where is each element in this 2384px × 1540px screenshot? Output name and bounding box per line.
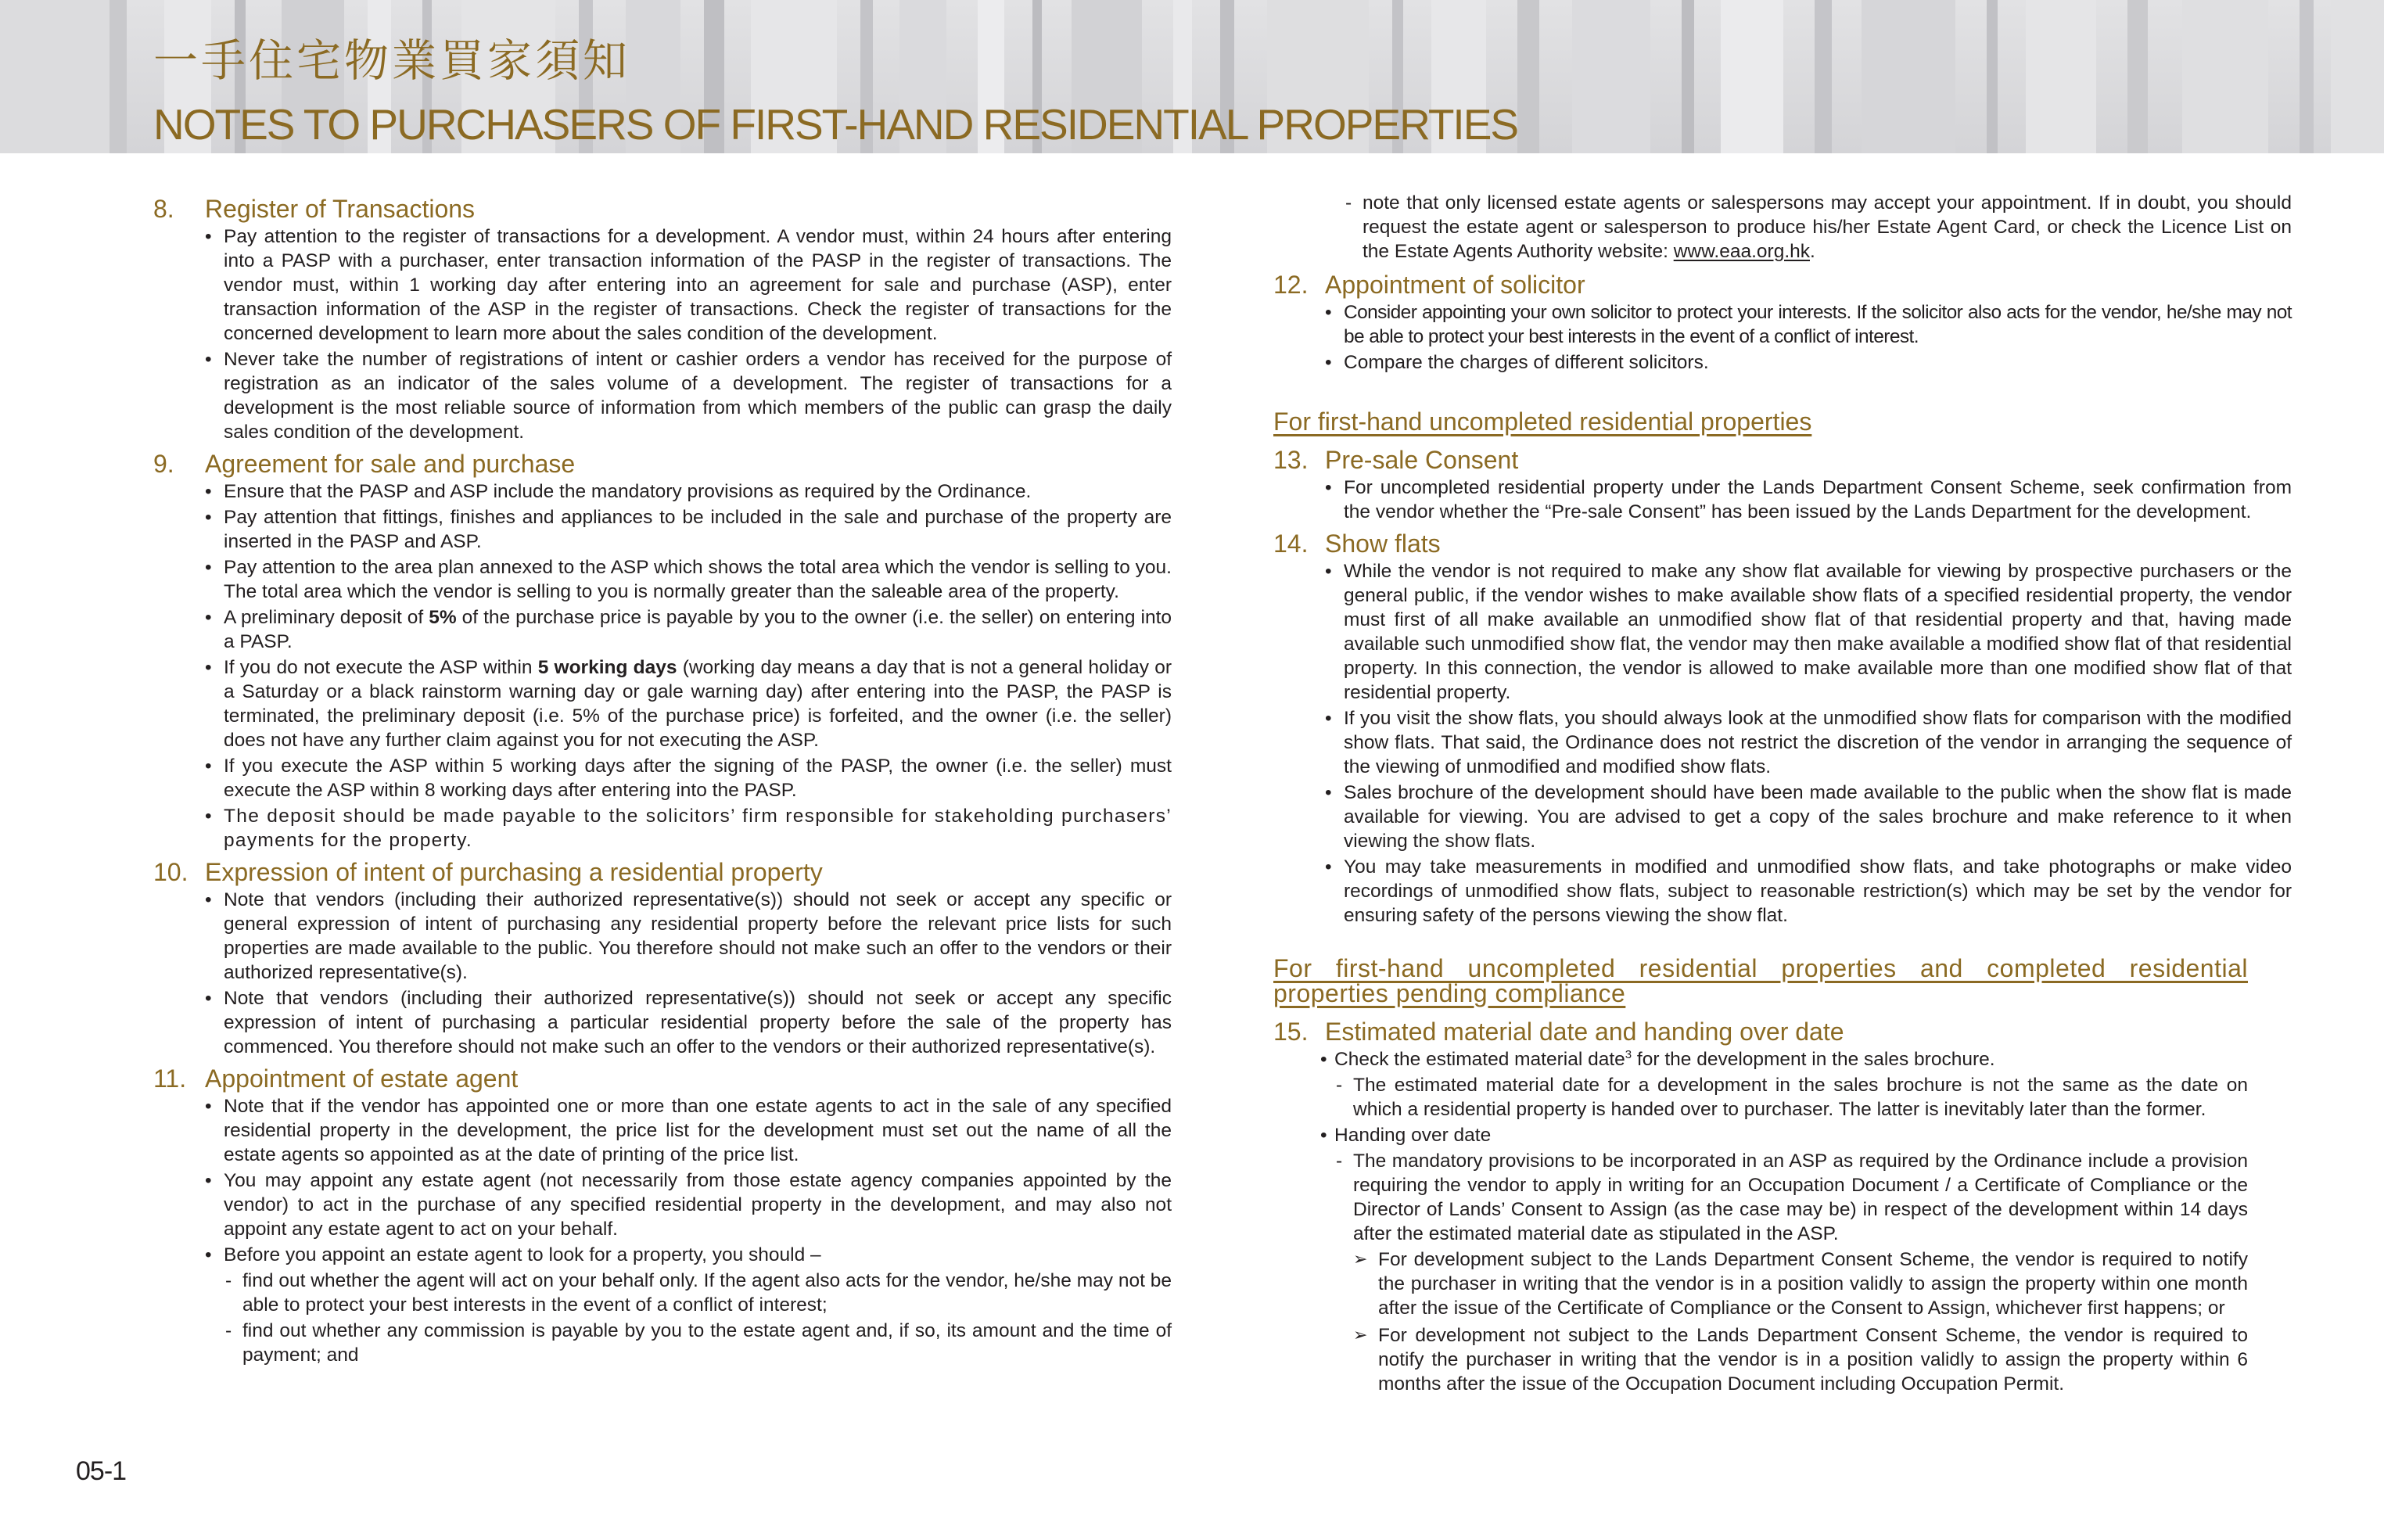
section-title: Pre-sale Consent (1325, 446, 1519, 474)
text-fragment: (working day means a day that is not a general holiday or a Saturday or a black rainstorm warning day or gale warning day) after entering into the PASP, the PASP is terminated, the preliminary deposit (i.e. 5% of the purchase price) is forfeited, and the owner (i.e. the seller) does not have any further claim against you for not executing the ASP. (224, 657, 1172, 751)
section-title: Show flats (1325, 529, 1441, 558)
subsection-heading-pending-compliance: For first-hand uncompleted residential properties and completed residential properties pending compliance (1273, 954, 2248, 1007)
dash-item (1344, 191, 2292, 264)
list-item: • While the vendor is not required to make any show flat available for viewing by prospective purchasers or the general public, if the vendor wishes to make available show flats of a specified residential property, the vendor must first of all make available an unmodified show flat of that residential property and that, having made available such unmodified show flat, the vendor may then make available a modified show flat of that residential property. In this connection, the vendor is allowed to make available more than one modified show flat of that residential property. (1325, 559, 2292, 705)
section-number: 8. (153, 195, 174, 223)
left-column (153, 191, 1172, 1372)
section-heading (1273, 1017, 2248, 1047)
section-heading (153, 1064, 1172, 1094)
section-number: 11. (153, 1064, 187, 1093)
right-column (1273, 191, 2292, 1401)
list-item: • Note that vendors (including their authorized representative(s)) should not seek or accept any specific or general expression of intent of purchasing any residential property before the relevant price lists for such properties are made available to the public. You therefore should not make such an offer to the vendors or their authorized representative(s). (205, 888, 1172, 985)
list-item: • For uncompleted residential property under the Lands Department Consent Scheme, seek confirmation from the vendor whether the “Pre-sale Consent” has been issued by the Lands Department for the development. (1325, 476, 2292, 524)
text-fragment: for the development in the sales brochure. (1632, 1049, 1995, 1070)
section-number: 9. (153, 450, 174, 478)
section-heading (153, 194, 1172, 224)
section-10 (153, 857, 1172, 1059)
working-days-emphasis: 5 working days (537, 657, 677, 678)
list-item: • Compare the charges of different solicitors. (1325, 350, 2292, 375)
list-item (1320, 1123, 2248, 1396)
list-item: • Never take the number of registrations of intent or cashier orders a vendor has received for the purpose of registration as an indicator of the sales volume of a development. The register of transactions for a development is the most reliable source of information from which members of the public can grasp the daily sales condition of the development. (205, 347, 1172, 444)
page-header (0, 0, 2384, 153)
section-number: 12. (1273, 271, 1309, 299)
section-title: Estimated material date and handing over date (1325, 1018, 1844, 1046)
list-item-text: Before you appoint an estate agent to look for a property, you should – (224, 1244, 821, 1265)
list-item: • Pay attention to the area plan annexed to the ASP which shows the total area which the vendor is selling to you. The total area which the vendor is selling to you is normally greater than the saleable area of the property. (205, 555, 1172, 604)
footnote-marker: 3 (1625, 1047, 1632, 1061)
list-item: • Consider appointing your own solicitor to protect your interests. If the solicitor also acts for the vendor, he/she may not be able to protect your best interests in the event of a conflict of interest. (1325, 300, 2292, 349)
section-11-continued (1273, 191, 2292, 264)
text-fragment: . (1810, 241, 1815, 262)
dash-item: - find out whether the agent will act on your behalf only. If the agent also acts for the vendor, he/she may not be able to protect your best interests in the event of a conflict of interest; (224, 1269, 1172, 1317)
header-title-english: NOTES TO PURCHASERS OF FIRST-HAND RESIDENTIAL PROPERTIES (153, 100, 1518, 149)
list-item: • You may take measurements in modified and unmodified show flats, and take photographs or make video recordings of unmodified show flats, subject to reasonable restriction(s) which may be set by the vendor for ensuring safety of the persons viewing the show flat. (1325, 855, 2292, 928)
section-14 (1273, 529, 2292, 928)
section-heading (153, 449, 1172, 479)
section-number: 10. (153, 858, 188, 886)
list-item: • If you execute the ASP within 5 working days after the signing of the PASP, the owner (i.e. the seller) must execute the ASP within 8 working days after entering into the PASP. (205, 754, 1172, 802)
section-title: Register of Transactions (205, 195, 476, 223)
section-title: Agreement for sale and purchase (205, 450, 576, 478)
section-15 (1273, 1017, 2292, 1396)
section-heading (1273, 529, 2292, 559)
text-fragment: note that only licensed estate agents or salespersons may accept your appointment. If in doubt, you should request the estate agent or salesperson to produce his/her Estate Agent Card, or check the Licence List on the Estate Agents Authority website: (1363, 192, 2292, 262)
section-13 (1273, 445, 2292, 524)
section-number: 15. (1273, 1018, 1309, 1046)
list-item: • Sales brochure of the development should have been made available to the public when the show flat is made available for viewing. You are advised to get a copy of the sales brochure and make reference to it when viewing the show flats. (1325, 781, 2292, 853)
text-fragment: of the purchase price is payable by you to the owner (i.e. the seller) on entering into a PASP. (224, 607, 1172, 652)
list-item: • You may appoint any estate agent (not necessarily from those estate agency companies appointed by the vendor) to act in the purchase of any specified residential property in the development, and may also not appoint any estate agent to act on your behalf. (205, 1168, 1172, 1241)
list-item: • Pay attention that fittings, finishes and appliances to be included in the sale and purchase of the property are inserted in the PASP and ASP. (205, 505, 1172, 554)
section-heading (153, 857, 1172, 888)
section-9 (153, 449, 1172, 853)
dash-item (1334, 1149, 2248, 1396)
dash-item: - The estimated material date for a development in the sales brochure is not the same as the date on which a residential property is handed over to purchaser. The latter is inevitably later than the former. (1334, 1073, 2248, 1122)
deposit-percent: 5% (429, 607, 457, 628)
list-item-text: Handing over date (1334, 1125, 1492, 1146)
section-heading (1273, 445, 2292, 476)
list-item: • Note that vendors (including their authorized representative(s)) should not seek or accept any specific expression of intent of purchasing a particular residential property before the sale of the property has commenced. You therefore should not make such an offer to the vendors or their authorized representative(s). (205, 986, 1172, 1059)
section-number: 13. (1273, 446, 1309, 474)
list-item: • Ensure that the PASP and ASP include the mandatory provisions as required by the Ordinance. (205, 479, 1172, 504)
subsection-heading-uncompleted: For first-hand uncompleted residential properties (1273, 407, 1812, 436)
section-title: Appointment of solicitor (1325, 271, 1585, 299)
arrow-item: ➢ For development subject to the Lands Department Consent Scheme, the vendor is required to notify the purchaser in writing that the vendor is in a position validly to assign the property within one month after the issue of the Certificate of Compliance or the Consent to Assign, whichever first happens; or (1353, 1247, 2248, 1320)
list-item (205, 655, 1172, 752)
list-item (1320, 1047, 2248, 1122)
text-fragment: If you do not execute the ASP within (224, 657, 538, 678)
eaa-website-link[interactable]: www.eaa.org.hk (1673, 241, 1810, 262)
text-fragment: A preliminary deposit of (224, 607, 429, 628)
list-item: • The deposit should be made payable to the solicitors’ firm responsible for stakeholding purchasers’ payments for the property. (205, 804, 1172, 853)
list-item: • Note that if the vendor has appointed one or more than one estate agents to act in the sale of any specified residential property in the development, the price list for the development must set out the name of all the estate agents so appointed as at the date of printing of the price list. (205, 1094, 1172, 1167)
list-item: • If you visit the show flats, you should always look at the unmodified show flats for comparison with the modified show flats. That said, the Ordinance does not restrict the discretion of the vendor in arranging the sequence of the viewing of unmodified and modified show flats. (1325, 706, 2292, 779)
section-heading (1273, 270, 2292, 300)
text-fragment: Check the estimated material date (1334, 1049, 1625, 1070)
header-title-chinese: 一手住宅物業買家須知 (153, 35, 630, 87)
page-number: 05-1 (76, 1456, 127, 1486)
list-item (205, 605, 1172, 654)
section-12 (1273, 270, 2292, 375)
section-title: Appointment of estate agent (205, 1064, 519, 1093)
list-item: • Pay attention to the register of transactions for a development. A vendor must, within 24 hours after entering into a PASP with a purchaser, enter transaction information of the PASP in the register of transactions. The vendor must, within 1 working day after entering into an agreement for sale and purchase (ASP), enter transaction information of the ASP in the register of transactions. Check the register of transactions for the concerned development to learn more about the sales condition of the development. (205, 224, 1172, 346)
section-number: 14. (1273, 529, 1309, 558)
dash-item-text: The mandatory provisions to be incorporated in an ASP as required by the Ordinance include a provision requiring the vendor to apply in writing for an Occupation Document / a Certificate of Compliance or the Director of Lands’ Consent to Assign (as the case may be) in respect of the development within 14 days after the estimated material date as stipulated in the ASP. (1353, 1151, 2248, 1244)
arrow-item: ➢ For development not subject to the Lands Department Consent Scheme, the vendor is required to notify the purchaser in writing that the vendor is in a position validly to assign the property within 6 months after the issue of the Occupation Document including Occupation Permit. (1353, 1323, 2248, 1396)
section-11 (153, 1064, 1172, 1367)
list-item (205, 1243, 1172, 1367)
section-title: Expression of intent of purchasing a residential property (205, 858, 823, 886)
dash-item: - find out whether any commission is payable by you to the estate agent and, if so, its amount and the time of payment; and (224, 1319, 1172, 1367)
section-8 (153, 194, 1172, 444)
